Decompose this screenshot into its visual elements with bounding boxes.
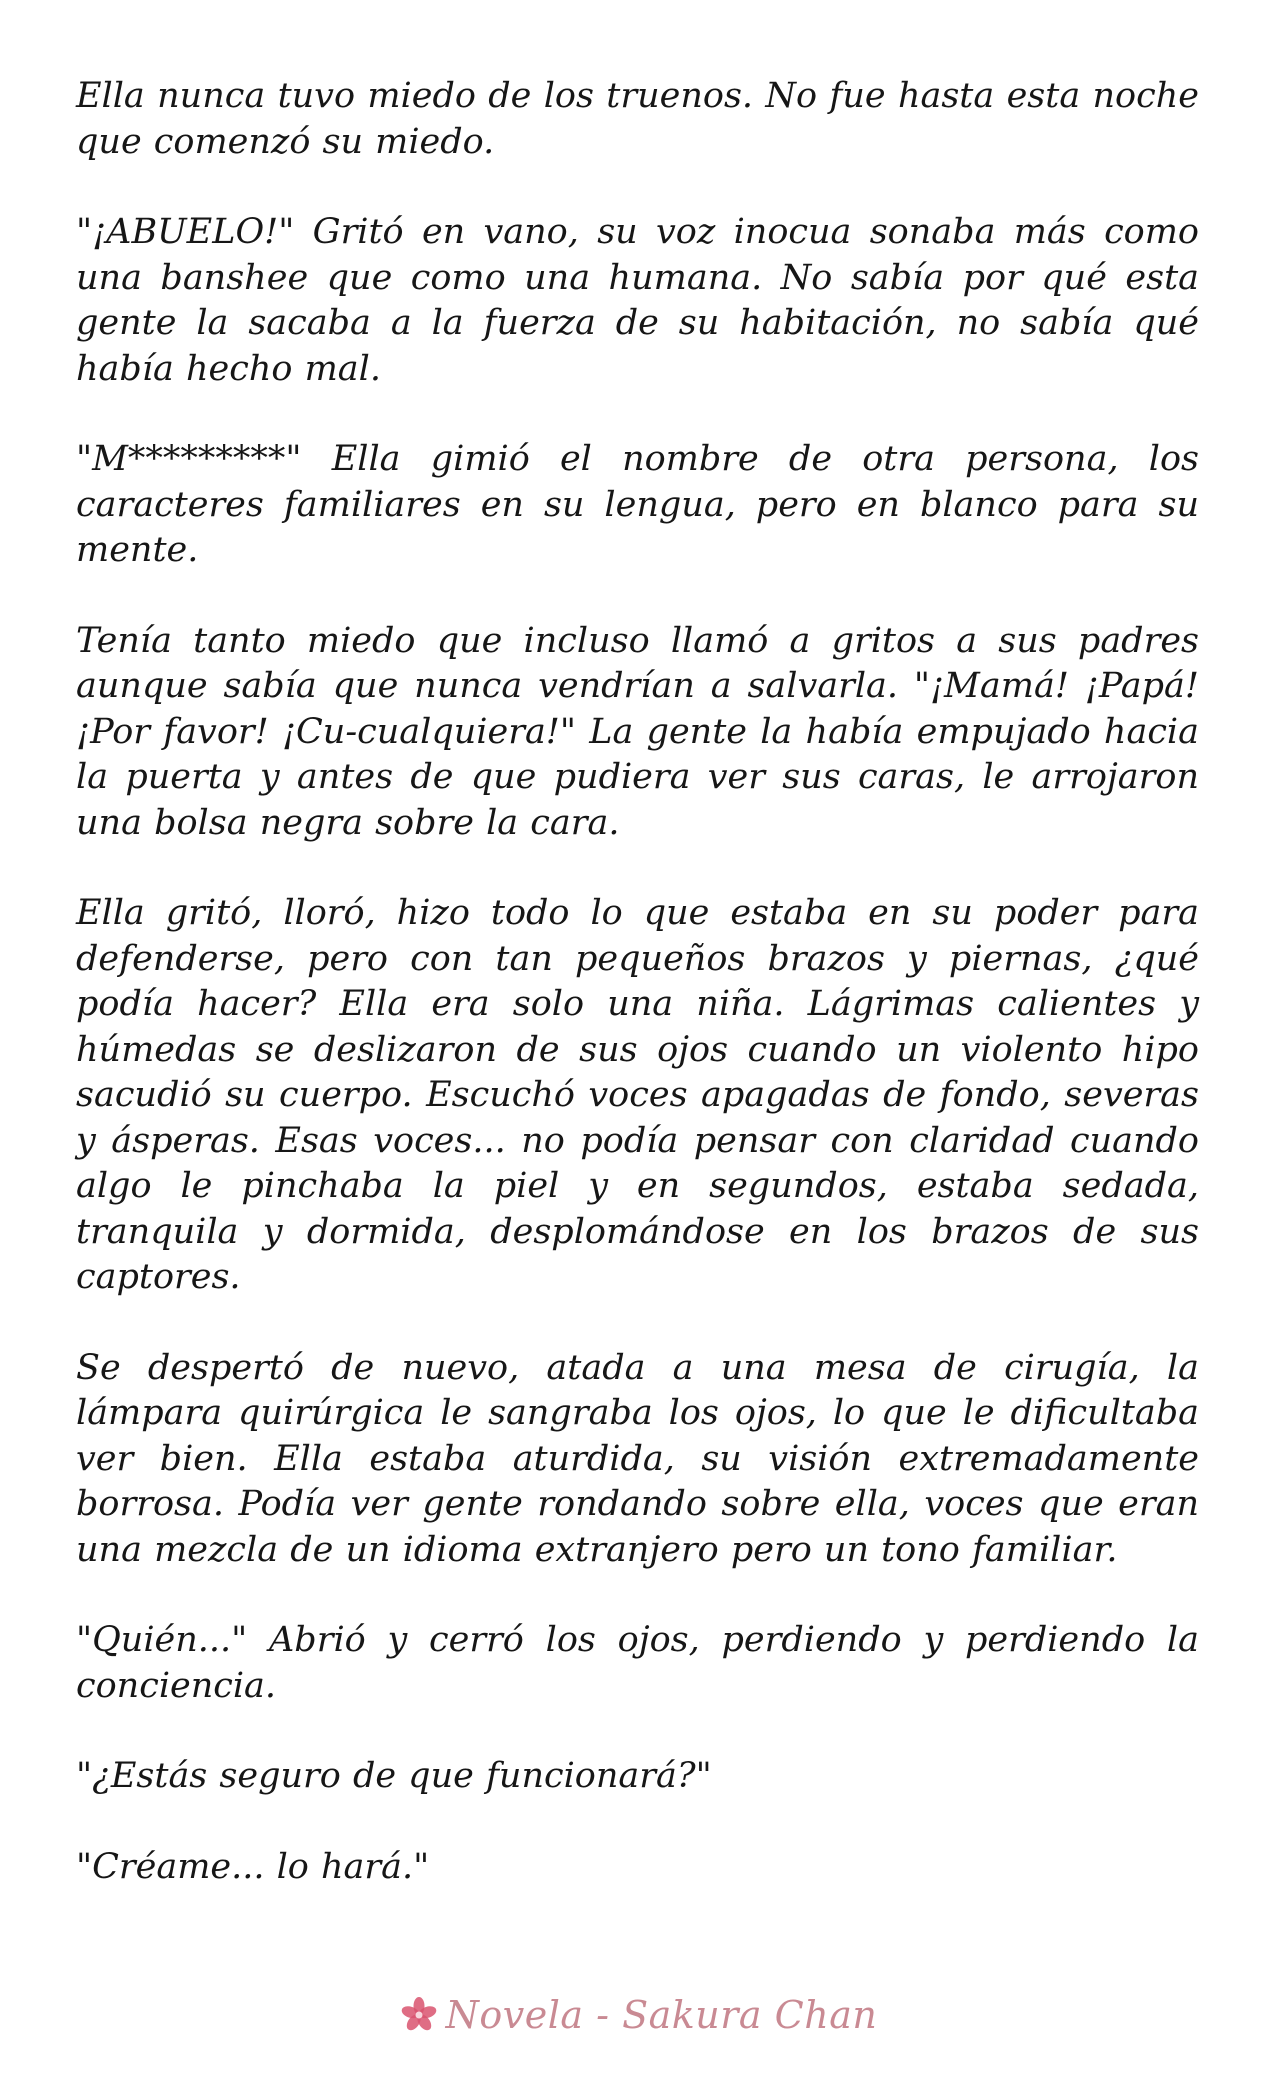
paragraph: Se despertó de nuevo, atada a una mesa de cirugía, la lámpara quirúrgica le sangraba los ojos, lo que le dificultaba ver bien. Ella estaba aturdida, su visión extremadamente borrosa. Podía ver gente rondando sobre ella, voces que eran una mezcla de un idioma extranjero pero un tono familiar. [76, 1347, 1199, 1570]
paragraph: "M*********" Ella gimió el nombre de otra persona, los caracteres familiares en su lengua, pero en blanco para su mente. [76, 439, 1199, 570]
paragraph: "Quién..." Abrió y cerró los ojos, perdiendo y perdiendo la conciencia. [76, 1620, 1199, 1706]
watermark [0, 1985, 1275, 2045]
watermark-text: Novela - Sakura Chan [445, 1993, 878, 2037]
paragraph: "¡ABUELO!" Gritó en vano, su voz inocua sonaba más como una banshee que como una humana. No sabía por qué esta gente la sacaba a la fuerza de su habitación, no sabía qué había hecho mal. [76, 212, 1199, 389]
paragraph: Tenía tanto miedo que incluso llamó a gritos a sus padres aunque sabía que nunca vendrían a salvarla. "¡Mamá! ¡Papá! ¡Por favor! ¡Cu-cualquiera!" La gente la había empujado hacia la puerta y antes de que pudiera ver sus caras, le arrojaron una bolsa negra sobre la cara. [76, 620, 1199, 843]
paragraph: "¿Estás seguro de que funcionará?" [76, 1756, 712, 1796]
paragraph: "Créame... lo hará." [76, 1846, 430, 1887]
paragraph: Ella nunca tuvo miedo de los truenos. No fue hasta esta noche que comenzó su miedo. [76, 76, 1199, 162]
sakura-flower-icon [398, 1994, 440, 2036]
story-text [76, 74, 1199, 1890]
paragraph: Ella gritó, lloró, hizo todo lo que estaba en su poder para defenderse, pero con tan pequeños brazos y piernas, ¿qué podía hacer? Ella era solo una niña. Lágrimas calientes y húmedas se deslizaron de sus ojos cuando un violento hipo sacudió su cuerpo. Escuchó voces apagadas de fondo, severas y ásperas. Esas voces... no podía pensar con claridad cuando algo le pinchaba la piel y en segundos, estaba sedada, tranquila y dormida, desplomándose en los brazos de sus captores. [76, 893, 1199, 1297]
